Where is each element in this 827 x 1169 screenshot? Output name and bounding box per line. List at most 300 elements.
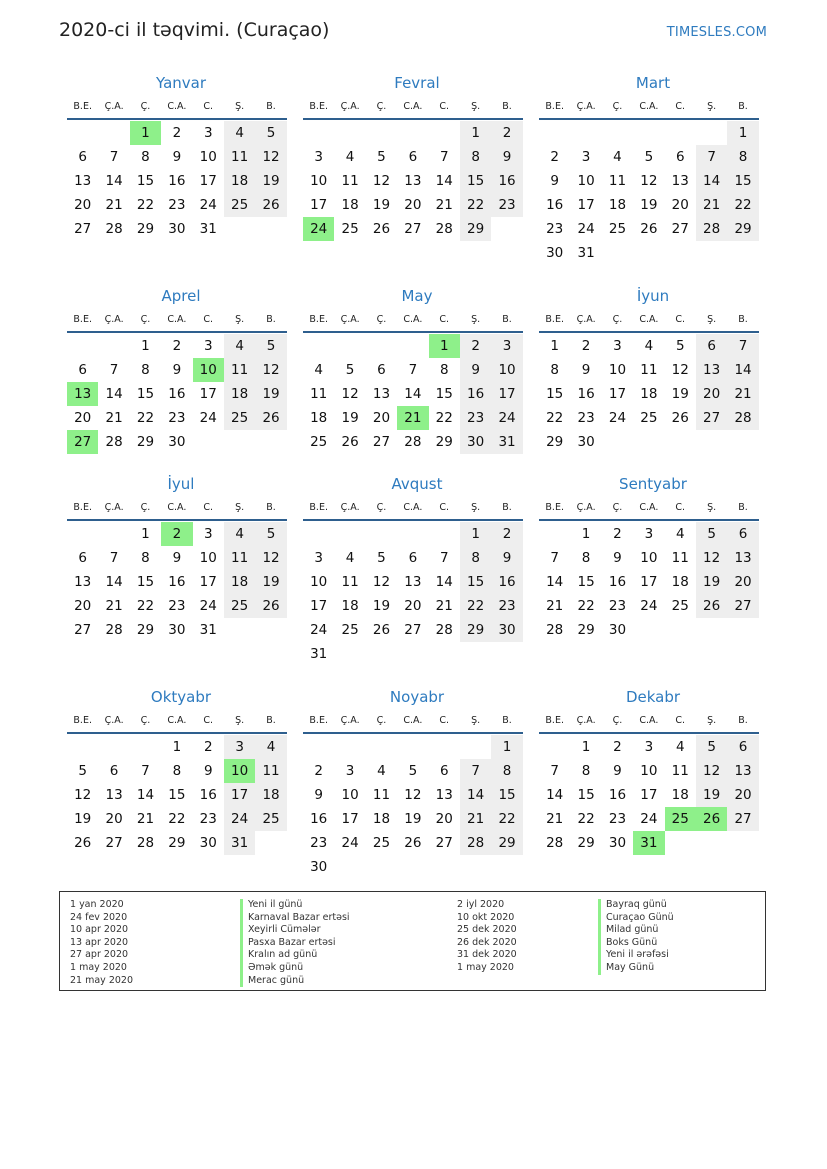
calendar-day: 31 — [310, 646, 328, 662]
calendar-day: 6 — [78, 149, 87, 165]
weekday-label: Ç. — [140, 100, 151, 112]
calendar-day: 24 — [577, 221, 595, 237]
legend-names-right — [598, 899, 674, 975]
calendar-day: 14 — [105, 173, 123, 189]
weekday-label: C. — [203, 313, 214, 325]
weekday-label: C. — [203, 100, 214, 112]
weekday-label: Ç. — [612, 714, 623, 726]
empty-cell — [539, 522, 570, 546]
calendar-day: 10 — [640, 763, 658, 779]
calendar-day: 29 — [435, 434, 453, 450]
calendar-day: 19 — [404, 811, 422, 827]
calendar-day: 18 — [310, 410, 328, 426]
legend-date: 26 dek 2020 — [457, 936, 517, 948]
calendar-day: 27 — [404, 622, 422, 638]
calendar-day: 21 — [460, 807, 491, 831]
calendar-day: 8 — [141, 550, 150, 566]
calendar-day: 9 — [203, 763, 213, 779]
calendar-day: 27 — [435, 835, 453, 851]
holiday-day: 25 — [665, 807, 696, 831]
calendar-day: 24 — [199, 410, 217, 426]
calendar-day: 20 — [74, 197, 92, 213]
weekday-header — [303, 495, 523, 521]
calendar-day: 25 — [224, 406, 255, 430]
calendar-day: 26 — [74, 835, 92, 851]
holiday-day: 2 — [161, 522, 192, 546]
weekday-label: B.E. — [73, 313, 92, 325]
weekday-label: B.E. — [545, 100, 564, 112]
calendar-day: 19 — [696, 570, 727, 594]
calendar-day: 29 — [727, 217, 758, 241]
calendar-day: 18 — [372, 811, 391, 827]
day-grid — [303, 735, 523, 879]
calendar-day: 28 — [460, 831, 491, 855]
calendar-day: 5 — [255, 334, 286, 358]
calendar-day: 17 — [199, 386, 217, 402]
calendar-day: 12 — [372, 574, 391, 590]
holiday-day: 10 — [193, 358, 224, 382]
calendar-day: 2 — [491, 522, 522, 546]
calendar-day: 24 — [640, 598, 658, 614]
calendar-day: 29 — [460, 217, 491, 241]
calendar-day: 14 — [546, 787, 564, 803]
calendar-day: 5 — [78, 763, 87, 779]
calendar-day: 17 — [491, 382, 522, 406]
weekday-label: B.E. — [545, 501, 564, 513]
calendar-day: 15 — [491, 783, 522, 807]
weekday-label: C. — [439, 714, 450, 726]
empty-cell — [67, 121, 98, 145]
calendar-day: 29 — [136, 221, 155, 237]
calendar-day: 27 — [696, 406, 727, 430]
holiday-day: 21 — [397, 406, 428, 430]
calendar-day: 12 — [372, 173, 391, 189]
empty-cell — [130, 735, 161, 759]
empty-cell — [665, 121, 696, 145]
calendar-day: 30 — [577, 434, 595, 450]
calendar-day: 22 — [491, 807, 522, 831]
calendar-day: 20 — [404, 598, 422, 614]
weekday-label: B.E. — [545, 313, 564, 325]
calendar-day: 8 — [550, 362, 559, 378]
calendar-day: 26 — [372, 221, 391, 237]
weekday-label: Ç.A. — [576, 714, 596, 726]
empty-cell — [67, 334, 98, 358]
weekday-label: C. — [675, 501, 686, 513]
calendar-day: 10 — [640, 550, 658, 566]
calendar-day: 26 — [255, 594, 286, 618]
calendar-day: 25 — [224, 594, 255, 618]
weekday-label: Ç. — [612, 100, 623, 112]
calendar-day: 20 — [435, 811, 453, 827]
weekday-label: C.A. — [167, 501, 187, 513]
calendar-day: 23 — [310, 835, 328, 851]
calendar-day: 5 — [696, 735, 727, 759]
day-grid — [539, 334, 759, 454]
legend-holiday-name: Əmək günü — [240, 962, 350, 975]
weekday-label: Ş. — [471, 100, 481, 112]
month-noyabr — [303, 686, 523, 879]
calendar-day: 16 — [491, 169, 522, 193]
calendar-day: 24 — [491, 406, 522, 430]
day-grid — [303, 121, 523, 241]
calendar-day: 20 — [727, 783, 758, 807]
calendar-day: 5 — [696, 522, 727, 546]
calendar-day: 4 — [377, 763, 386, 779]
calendar-day: 20 — [727, 570, 758, 594]
empty-cell — [334, 121, 365, 145]
empty-cell — [366, 121, 397, 145]
calendar-day: 22 — [136, 197, 155, 213]
weekday-label: Ş. — [471, 714, 481, 726]
calendar-day: 5 — [377, 550, 386, 566]
calendar-day: 7 — [109, 362, 119, 378]
calendar-day: 11 — [671, 550, 689, 566]
calendar-day: 19 — [696, 783, 727, 807]
calendar-day: 22 — [136, 598, 155, 614]
month-dekabr — [539, 686, 759, 855]
calendar-day: 4 — [675, 526, 685, 542]
calendar-day: 7 — [141, 763, 150, 779]
calendar-day: 3 — [345, 763, 355, 779]
weekday-header — [67, 307, 287, 333]
weekday-label: Ç.A. — [104, 313, 124, 325]
legend-date: 1 yan 2020 — [70, 899, 124, 910]
calendar-day: 27 — [671, 221, 689, 237]
month-title: May — [401, 287, 433, 305]
calendar-day: 27 — [727, 807, 758, 831]
calendar-day: 15 — [460, 570, 491, 594]
calendar-day: 8 — [727, 145, 758, 169]
calendar-day: 4 — [224, 522, 255, 546]
calendar-day: 16 — [199, 787, 217, 803]
month-title: Yanvar — [155, 74, 207, 92]
calendar-day: 26 — [696, 594, 727, 618]
calendar-day: 13 — [105, 787, 123, 803]
calendar-day: 21 — [105, 197, 123, 213]
calendar-day: 5 — [675, 338, 685, 354]
empty-cell — [429, 121, 460, 145]
weekday-label: B. — [502, 100, 512, 112]
calendar-day: 25 — [341, 221, 359, 237]
empty-cell — [397, 735, 428, 759]
calendar-day: 11 — [255, 759, 286, 783]
calendar-day: 10 — [199, 149, 217, 165]
weekday-label: B. — [738, 501, 748, 513]
calendar-day: 8 — [460, 145, 491, 169]
calendar-day: 14 — [546, 574, 564, 590]
calendar-day: 11 — [224, 546, 255, 570]
calendar-day: 23 — [608, 811, 627, 827]
weekday-label: Ş. — [707, 313, 717, 325]
calendar-day: 25 — [310, 434, 328, 450]
calendar-day: 20 — [74, 410, 92, 426]
calendar-day: 23 — [460, 406, 491, 430]
weekday-label: Ş. — [235, 313, 245, 325]
calendar-day: 22 — [546, 410, 564, 426]
calendar-day: 13 — [404, 574, 422, 590]
calendar-day: 15 — [546, 386, 564, 402]
brand-link[interactable]: TIMESLES.COM — [666, 25, 767, 40]
weekday-label: Ş. — [235, 714, 245, 726]
calendar-day: 20 — [105, 811, 123, 827]
legend-dates-right — [457, 899, 517, 975]
legend-date: 13 apr 2020 — [70, 936, 129, 948]
calendar-day: 9 — [491, 145, 522, 169]
calendar-day: 17 — [224, 783, 255, 807]
calendar-day: 2 — [550, 149, 559, 165]
calendar-day: 12 — [255, 145, 286, 169]
calendar-day: 16 — [168, 574, 186, 590]
calendar-day: 29 — [546, 434, 564, 450]
calendar-day: 14 — [460, 783, 491, 807]
calendar-day: 23 — [168, 410, 186, 426]
calendar-day: 23 — [577, 410, 595, 426]
calendar-day: 16 — [460, 382, 491, 406]
calendar-day: 29 — [136, 434, 155, 450]
calendar-day: 25 — [671, 598, 689, 614]
legend-holiday-name: Pasxa Bazar ertəsi — [240, 937, 350, 950]
calendar-day: 11 — [341, 173, 359, 189]
weekday-label: C. — [675, 313, 686, 325]
empty-cell — [366, 334, 397, 358]
calendar-day: 6 — [727, 522, 758, 546]
calendar-day: 6 — [696, 334, 727, 358]
legend-holiday-name: Milad günü — [598, 924, 674, 937]
weekday-label: B.E. — [545, 714, 564, 726]
month-may — [303, 285, 523, 454]
calendar-day: 12 — [640, 173, 658, 189]
calendar-day: 18 — [224, 169, 255, 193]
holiday-day: 26 — [696, 807, 727, 831]
calendar-day: 13 — [696, 358, 727, 382]
calendar-day: 1 — [460, 522, 491, 546]
empty-cell — [397, 121, 428, 145]
calendar-day: 8 — [439, 362, 449, 378]
weekday-label: B.E. — [73, 714, 92, 726]
calendar-day: 4 — [613, 149, 622, 165]
calendar-day: 18 — [608, 197, 627, 213]
empty-cell — [602, 121, 633, 145]
calendar-day: 10 — [577, 173, 595, 189]
calendar-day: 15 — [577, 574, 595, 590]
month-yanvar — [67, 72, 287, 241]
legend-holiday-name: Karnaval Bazar ertəsi — [240, 912, 350, 925]
calendar-day: 1 — [141, 526, 150, 542]
weekday-header — [67, 94, 287, 120]
weekday-label: Ç.A. — [340, 313, 360, 325]
calendar-day: 7 — [109, 550, 119, 566]
weekday-label: C. — [675, 100, 686, 112]
calendar-day: 29 — [491, 831, 522, 855]
weekday-label: B. — [502, 313, 512, 325]
weekday-label: Ç.A. — [576, 313, 596, 325]
month-title: Dekabr — [625, 688, 681, 706]
calendar-day: 30 — [199, 835, 217, 851]
calendar-day: 12 — [74, 787, 92, 803]
calendar-day: 1 — [550, 338, 559, 354]
legend-date: 21 may 2020 — [70, 974, 134, 986]
calendar-day: 23 — [491, 193, 522, 217]
calendar-day: 10 — [608, 362, 627, 378]
weekday-label: Ç. — [140, 714, 151, 726]
empty-cell — [397, 522, 428, 546]
weekday-label: Ç. — [376, 313, 387, 325]
calendar-day: 15 — [577, 787, 595, 803]
calendar-day: 19 — [372, 598, 391, 614]
calendar-day: 10 — [310, 574, 328, 590]
weekday-label: Ç.A. — [104, 100, 124, 112]
calendar-day: 23 — [491, 594, 522, 618]
calendar-day: 11 — [310, 386, 328, 402]
calendar-day: 10 — [199, 550, 217, 566]
calendar-day: 14 — [696, 169, 727, 193]
calendar-day: 30 — [168, 221, 186, 237]
calendar-day: 3 — [203, 526, 213, 542]
calendar-day: 6 — [78, 550, 87, 566]
calendar-day: 9 — [172, 550, 182, 566]
calendar-day: 9 — [550, 173, 559, 189]
calendar-day: 13 — [74, 173, 92, 189]
weekday-label: B. — [266, 501, 276, 513]
calendar-day: 8 — [141, 149, 150, 165]
calendar-day: 1 — [172, 739, 182, 755]
day-grid — [67, 334, 287, 454]
legend-date: 10 okt 2020 — [457, 911, 515, 923]
calendar-day: 1 — [460, 121, 491, 145]
calendar-day: 5 — [255, 121, 286, 145]
calendar-day: 25 — [255, 807, 286, 831]
legend-holiday-name: Curaçao Günü — [598, 912, 674, 925]
calendar-day: 9 — [581, 362, 591, 378]
calendar-day: 31 — [199, 622, 217, 638]
month-avqust — [303, 473, 523, 666]
calendar-day: 20 — [671, 197, 689, 213]
holiday-day: 1 — [130, 121, 161, 145]
weekday-label: B. — [502, 714, 512, 726]
calendar-day: 4 — [345, 149, 355, 165]
calendar-day: 17 — [310, 598, 328, 614]
calendar-day: 11 — [224, 358, 255, 382]
calendar-day: 28 — [546, 622, 564, 638]
calendar-day: 21 — [435, 598, 453, 614]
empty-cell — [303, 334, 334, 358]
weekday-label: B. — [266, 100, 276, 112]
empty-cell — [429, 735, 460, 759]
calendar-day: 3 — [203, 125, 213, 141]
calendar-day: 18 — [224, 382, 255, 406]
weekday-label: C. — [675, 714, 686, 726]
calendar-day: 7 — [408, 362, 418, 378]
calendar-day: 22 — [460, 594, 491, 618]
legend-holiday-name: Bayraq günü — [598, 899, 674, 912]
calendar-day: 25 — [341, 622, 359, 638]
month-oktyabr — [67, 686, 287, 855]
weekday-label: Ş. — [707, 714, 717, 726]
calendar-day: 6 — [377, 362, 386, 378]
weekday-label: Ç. — [140, 501, 151, 513]
calendar-day: 22 — [727, 193, 758, 217]
calendar-day: 21 — [435, 197, 453, 213]
weekday-label: Ç. — [376, 501, 387, 513]
calendar-day: 13 — [435, 787, 453, 803]
calendar-day: 26 — [255, 193, 286, 217]
calendar-day: 3 — [314, 550, 323, 566]
calendar-day: 9 — [613, 763, 622, 779]
weekday-label: Ç.A. — [576, 501, 596, 513]
day-grid — [67, 735, 287, 855]
calendar-day: 13 — [372, 386, 391, 402]
calendar-day: 3 — [203, 338, 213, 354]
empty-cell — [303, 735, 334, 759]
calendar-day: 2 — [613, 526, 622, 542]
calendar-day: 30 — [608, 835, 627, 851]
calendar-day: 26 — [341, 434, 359, 450]
day-grid — [539, 522, 759, 642]
calendar-day: 7 — [696, 145, 727, 169]
calendar-day: 2 — [491, 121, 522, 145]
weekday-label: Ş. — [471, 501, 481, 513]
calendar-day: 5 — [644, 149, 654, 165]
calendar-day: 5 — [408, 763, 418, 779]
weekday-label: C.A. — [167, 100, 187, 112]
calendar-day: 18 — [640, 386, 658, 402]
calendar-day: 7 — [550, 763, 559, 779]
weekday-label: B. — [738, 313, 748, 325]
calendar-day: 6 — [727, 735, 758, 759]
calendar-day: 3 — [644, 526, 654, 542]
legend-date: 27 apr 2020 — [70, 949, 129, 961]
calendar-day: 9 — [172, 362, 182, 378]
calendar-day: 2 — [172, 338, 182, 354]
weekday-label: Ç. — [612, 501, 623, 513]
calendar-day: 4 — [255, 735, 286, 759]
weekday-header — [539, 708, 759, 734]
calendar-day: 18 — [341, 598, 359, 614]
calendar-day: 6 — [675, 149, 685, 165]
calendar-day: 28 — [404, 434, 422, 450]
empty-cell — [633, 121, 664, 145]
calendar-day: 4 — [345, 550, 355, 566]
calendar-day: 12 — [255, 546, 286, 570]
calendar-day: 9 — [314, 787, 323, 803]
calendar-day: 16 — [310, 811, 328, 827]
calendar-day: 17 — [640, 574, 658, 590]
calendar-day: 30 — [608, 622, 627, 638]
weekday-header — [539, 94, 759, 120]
calendar-day: 6 — [109, 763, 119, 779]
calendar-day: 29 — [168, 835, 186, 851]
calendar-day: 21 — [546, 811, 564, 827]
weekday-label: B.E. — [73, 100, 92, 112]
legend-holiday-name: Xeyirli Cümələr — [240, 924, 350, 937]
calendar-day: 30 — [168, 434, 186, 450]
calendar-day: 28 — [696, 217, 727, 241]
calendar-day: 6 — [408, 550, 418, 566]
calendar-day: 22 — [136, 410, 155, 426]
month-title: Aprel — [161, 287, 201, 305]
calendar-day: 3 — [581, 149, 591, 165]
legend-date: 25 dek 2020 — [457, 924, 517, 936]
legend-date: 1 may 2020 — [70, 961, 127, 973]
calendar-day: 25 — [372, 835, 391, 851]
empty-cell — [429, 522, 460, 546]
calendar-day: 4 — [224, 121, 255, 145]
holiday-day: 27 — [67, 430, 98, 454]
legend-names-left — [240, 899, 350, 987]
calendar-day: 16 — [546, 197, 564, 213]
calendar-day: 29 — [136, 622, 155, 638]
